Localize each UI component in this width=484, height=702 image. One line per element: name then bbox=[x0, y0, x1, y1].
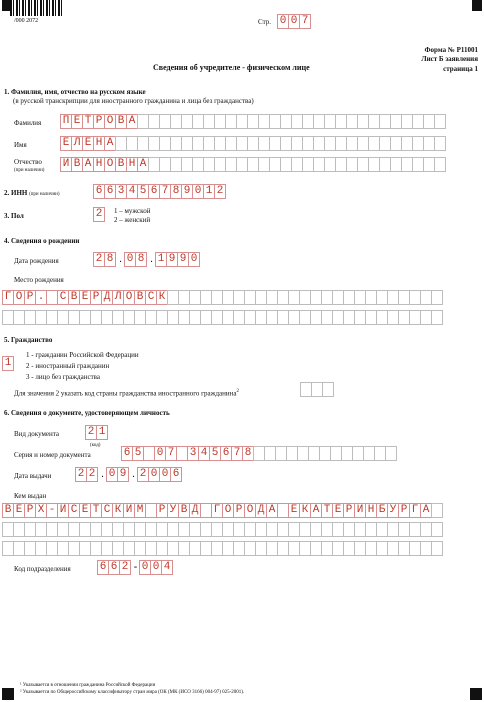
dept-code-label: Код подразделения bbox=[14, 565, 71, 573]
char-cell: О bbox=[222, 503, 234, 518]
char-cell: 7 bbox=[159, 184, 171, 199]
char-cell: В bbox=[2, 503, 14, 518]
char-cell: 6 bbox=[170, 467, 182, 482]
char-cell: 6 bbox=[220, 446, 232, 461]
corner-marker-top-left bbox=[2, 0, 10, 11]
footnote-1: ¹ Указывается в отношении гражданина Российской Федерации bbox=[20, 683, 156, 688]
corner-marker-bottom-left bbox=[2, 688, 14, 700]
char-cell: 2 bbox=[119, 560, 131, 575]
char-cell bbox=[431, 522, 443, 537]
char-cell: О bbox=[244, 503, 256, 518]
char-cell: С bbox=[101, 503, 113, 518]
sex-field[interactable] bbox=[93, 207, 105, 222]
doc-type-field[interactable] bbox=[85, 425, 108, 440]
char-cell: 2 bbox=[137, 467, 149, 482]
char-cell: 1 bbox=[155, 252, 167, 267]
series-number-field[interactable] bbox=[121, 446, 397, 461]
char-cell: Е bbox=[60, 136, 72, 151]
char-cell: Т bbox=[321, 503, 333, 518]
char-cell: 7 bbox=[299, 14, 311, 29]
char-cell: Н bbox=[365, 503, 377, 518]
char-cell: 7 bbox=[165, 446, 177, 461]
issued-by-label: Кем выдан bbox=[14, 492, 47, 500]
char-cell: 2 bbox=[86, 467, 98, 482]
char-cell: Р bbox=[398, 503, 410, 518]
char-cell: 4 bbox=[198, 446, 210, 461]
char-cell: 6 bbox=[93, 184, 105, 199]
char-cell: А bbox=[104, 136, 116, 151]
section2-heading: 2. ИНН (при наличии) bbox=[4, 189, 60, 197]
series-number-label: Серия и номер документа bbox=[14, 451, 91, 459]
char-cell: Т bbox=[90, 503, 102, 518]
char-cell: Е bbox=[82, 136, 94, 151]
char-cell: 6 bbox=[121, 446, 133, 461]
char-cell: О bbox=[104, 114, 116, 129]
footnote-2: ² Указывается по Общероссийскому классификатору стран мира (ОК (МК (ИСО 3166) 004-97) 025-2001). bbox=[20, 690, 245, 695]
char-cell: . bbox=[35, 290, 47, 305]
char-cell: Е bbox=[332, 503, 344, 518]
char-cell: В bbox=[68, 290, 80, 305]
birth-date-field[interactable] bbox=[93, 252, 200, 267]
citizenship-option-3: 3 - лицо без гражданства bbox=[26, 373, 100, 381]
doc-type-sub: (код) bbox=[90, 443, 101, 448]
char-cell: Г bbox=[211, 503, 223, 518]
char-cell: Р bbox=[90, 290, 102, 305]
char-cell: О bbox=[123, 290, 135, 305]
char-cell: 1 bbox=[2, 356, 14, 371]
section4-heading: 4. Сведения о рождении bbox=[4, 237, 80, 245]
char-cell: Р bbox=[24, 503, 36, 518]
char-cell: Д bbox=[101, 290, 113, 305]
sex-option-1: 1 – мужской bbox=[114, 207, 151, 215]
char-cell: - bbox=[46, 503, 58, 518]
char-cell: Т bbox=[82, 114, 94, 129]
issue-date-field[interactable] bbox=[75, 467, 182, 482]
char-cell: 6 bbox=[97, 560, 109, 575]
section5-heading: 5. Гражданство bbox=[4, 336, 53, 344]
separator: - bbox=[133, 561, 138, 573]
char-cell: 6 bbox=[148, 184, 160, 199]
sex-option-2: 2 – женский bbox=[114, 216, 151, 224]
birth-date-label: Дата рождения bbox=[14, 257, 59, 265]
citizenship-field[interactable] bbox=[2, 356, 14, 371]
char-cell: К bbox=[112, 503, 124, 518]
char-cell bbox=[431, 290, 443, 305]
char-cell bbox=[431, 541, 443, 556]
char-cell: Б bbox=[376, 503, 388, 518]
char-cell: Н bbox=[126, 157, 138, 172]
char-cell: 0 bbox=[154, 446, 166, 461]
char-cell: С bbox=[68, 503, 80, 518]
char-cell: 9 bbox=[181, 184, 193, 199]
issued-by-field-line3[interactable] bbox=[2, 541, 443, 556]
char-cell: 2 bbox=[93, 252, 105, 267]
separator: . bbox=[149, 253, 154, 265]
char-cell: 0 bbox=[277, 14, 289, 29]
char-cell: 6 bbox=[104, 184, 116, 199]
separator: . bbox=[131, 468, 136, 480]
char-cell: 6 bbox=[108, 560, 120, 575]
char-cell: 4 bbox=[161, 560, 173, 575]
char-cell: Л bbox=[112, 290, 124, 305]
name-field[interactable] bbox=[60, 136, 446, 151]
char-cell: А bbox=[137, 157, 149, 172]
issued-by-field-line2[interactable] bbox=[2, 522, 443, 537]
char-cell: 5 bbox=[137, 184, 149, 199]
char-cell: А bbox=[126, 114, 138, 129]
char-cell: А bbox=[310, 503, 322, 518]
citizenship-option-2: 2 - иностранный гражданин bbox=[26, 362, 110, 370]
char-cell: С bbox=[145, 290, 157, 305]
char-cell: Л bbox=[71, 136, 83, 151]
form-number: Форма № Р11001 bbox=[424, 46, 478, 54]
separator: . bbox=[100, 468, 105, 480]
sheet-page: страница 1 bbox=[443, 65, 478, 73]
char-cell: Е bbox=[79, 290, 91, 305]
citizenship-option-1: 1 - гражданин Российской Федерации bbox=[26, 351, 139, 359]
patronymic-sub: (при наличии) bbox=[14, 168, 45, 173]
char-cell: Е bbox=[288, 503, 300, 518]
char-cell: 8 bbox=[242, 446, 254, 461]
char-cell: У bbox=[387, 503, 399, 518]
page-label: Стр. bbox=[258, 18, 271, 26]
country-code-note: Для значения 2 указать код страны гражданства иностранного гражданина$^2$ bbox=[14, 389, 239, 398]
sheet-label: Лист Б заявления bbox=[421, 55, 478, 63]
section1-note: (в русской транскрипции для иностранного гражданина и лица без гражданства) bbox=[13, 97, 254, 105]
char-cell: 1 bbox=[203, 184, 215, 199]
char-cell: 5 bbox=[209, 446, 221, 461]
char-cell bbox=[431, 310, 443, 325]
page-number-cells bbox=[277, 14, 311, 29]
barcode-number: /000 2072 bbox=[14, 18, 39, 24]
char-cell: 0 bbox=[106, 467, 118, 482]
char-cell: 9 bbox=[166, 252, 178, 267]
char-cell: Р bbox=[233, 503, 245, 518]
char-cell: 2 bbox=[93, 207, 105, 222]
char-cell: И bbox=[123, 503, 135, 518]
char-cell: Р bbox=[93, 114, 105, 129]
char-cell: 5 bbox=[132, 446, 144, 461]
char-cell: С bbox=[57, 290, 69, 305]
country-code-field[interactable] bbox=[300, 382, 334, 397]
char-cell: 8 bbox=[104, 252, 116, 267]
char-cell: 0 bbox=[192, 184, 204, 199]
inn-field[interactable] bbox=[93, 184, 226, 199]
issue-date-label: Дата выдачи bbox=[14, 472, 52, 480]
char-cell: 9 bbox=[117, 467, 129, 482]
char-cell: 7 bbox=[231, 446, 243, 461]
char-cell: Р bbox=[343, 503, 355, 518]
char-cell: Г bbox=[2, 290, 14, 305]
char-cell: И bbox=[60, 157, 72, 172]
page-title: Сведения об учредителе - физическом лице bbox=[153, 63, 310, 72]
birth-place-field-line2[interactable] bbox=[2, 310, 443, 325]
char-cell: О bbox=[13, 290, 25, 305]
char-cell: Е bbox=[79, 503, 91, 518]
char-cell: Г bbox=[409, 503, 421, 518]
section6-heading: 6. Сведения о документе, удостоверяющем личность bbox=[4, 409, 170, 417]
char-cell: В bbox=[178, 503, 190, 518]
char-cell: А bbox=[266, 503, 278, 518]
char-cell: В bbox=[115, 157, 127, 172]
birth-place-label: Место рождения bbox=[14, 276, 64, 284]
char-cell: И bbox=[354, 503, 366, 518]
char-cell: А bbox=[420, 503, 432, 518]
char-cell: И bbox=[57, 503, 69, 518]
section3-heading: 3. Пол bbox=[4, 212, 24, 220]
patronymic-field[interactable] bbox=[60, 157, 446, 172]
char-cell: В bbox=[134, 290, 146, 305]
char-cell: 1 bbox=[96, 425, 108, 440]
corner-marker-bottom-right bbox=[470, 688, 482, 700]
char-cell: Е bbox=[71, 114, 83, 129]
patronymic-label: Отчество bbox=[14, 158, 42, 166]
char-cell: Н bbox=[93, 136, 105, 151]
char-cell: 0 bbox=[124, 252, 136, 267]
corner-marker-top-right bbox=[472, 0, 482, 11]
birth-place-field[interactable] bbox=[2, 290, 443, 305]
char-cell: У bbox=[167, 503, 179, 518]
char-cell: 3 bbox=[115, 184, 127, 199]
char-cell: 8 bbox=[135, 252, 147, 267]
char-cell: 0 bbox=[150, 560, 162, 575]
section1-heading: 1. Фамилия, имя, отчество на русском языке bbox=[4, 88, 146, 96]
char-cell: А bbox=[82, 157, 94, 172]
char-cell: 0 bbox=[139, 560, 151, 575]
char-cell bbox=[322, 382, 334, 397]
char-cell: В bbox=[115, 114, 127, 129]
char-cell: О bbox=[104, 157, 116, 172]
char-cell: В bbox=[71, 157, 83, 172]
char-cell: Н bbox=[93, 157, 105, 172]
char-cell bbox=[385, 446, 397, 461]
char-cell bbox=[431, 503, 443, 518]
char-cell: К bbox=[299, 503, 311, 518]
char-cell: 0 bbox=[148, 467, 160, 482]
char-cell: 2 bbox=[75, 467, 87, 482]
char-cell: 3 bbox=[187, 446, 199, 461]
char-cell: 0 bbox=[288, 14, 300, 29]
surname-field[interactable] bbox=[60, 114, 446, 129]
char-cell: 2 bbox=[214, 184, 226, 199]
name-label: Имя bbox=[14, 141, 27, 149]
char-cell bbox=[434, 136, 446, 151]
separator: . bbox=[118, 253, 123, 265]
char-cell: Д bbox=[189, 503, 201, 518]
char-cell bbox=[434, 114, 446, 129]
char-cell bbox=[434, 157, 446, 172]
char-cell: 0 bbox=[159, 467, 171, 482]
char-cell: 9 bbox=[177, 252, 189, 267]
char-cell: П bbox=[60, 114, 72, 129]
char-cell: 8 bbox=[170, 184, 182, 199]
char-cell: Р bbox=[24, 290, 36, 305]
char-cell: Е bbox=[13, 503, 25, 518]
surname-label: Фамилия bbox=[14, 119, 42, 127]
char-cell: Д bbox=[255, 503, 267, 518]
issued-by-field[interactable] bbox=[2, 503, 443, 518]
char-cell: Х bbox=[35, 503, 47, 518]
char-cell: 4 bbox=[126, 184, 138, 199]
dept-code-field[interactable] bbox=[97, 560, 173, 575]
doc-type-label: Вид документа bbox=[14, 430, 60, 438]
char-cell: М bbox=[134, 503, 146, 518]
char-cell: 0 bbox=[188, 252, 200, 267]
char-cell: К bbox=[156, 290, 168, 305]
barcode bbox=[10, 0, 62, 16]
char-cell: Р bbox=[156, 503, 168, 518]
char-cell: 2 bbox=[85, 425, 97, 440]
